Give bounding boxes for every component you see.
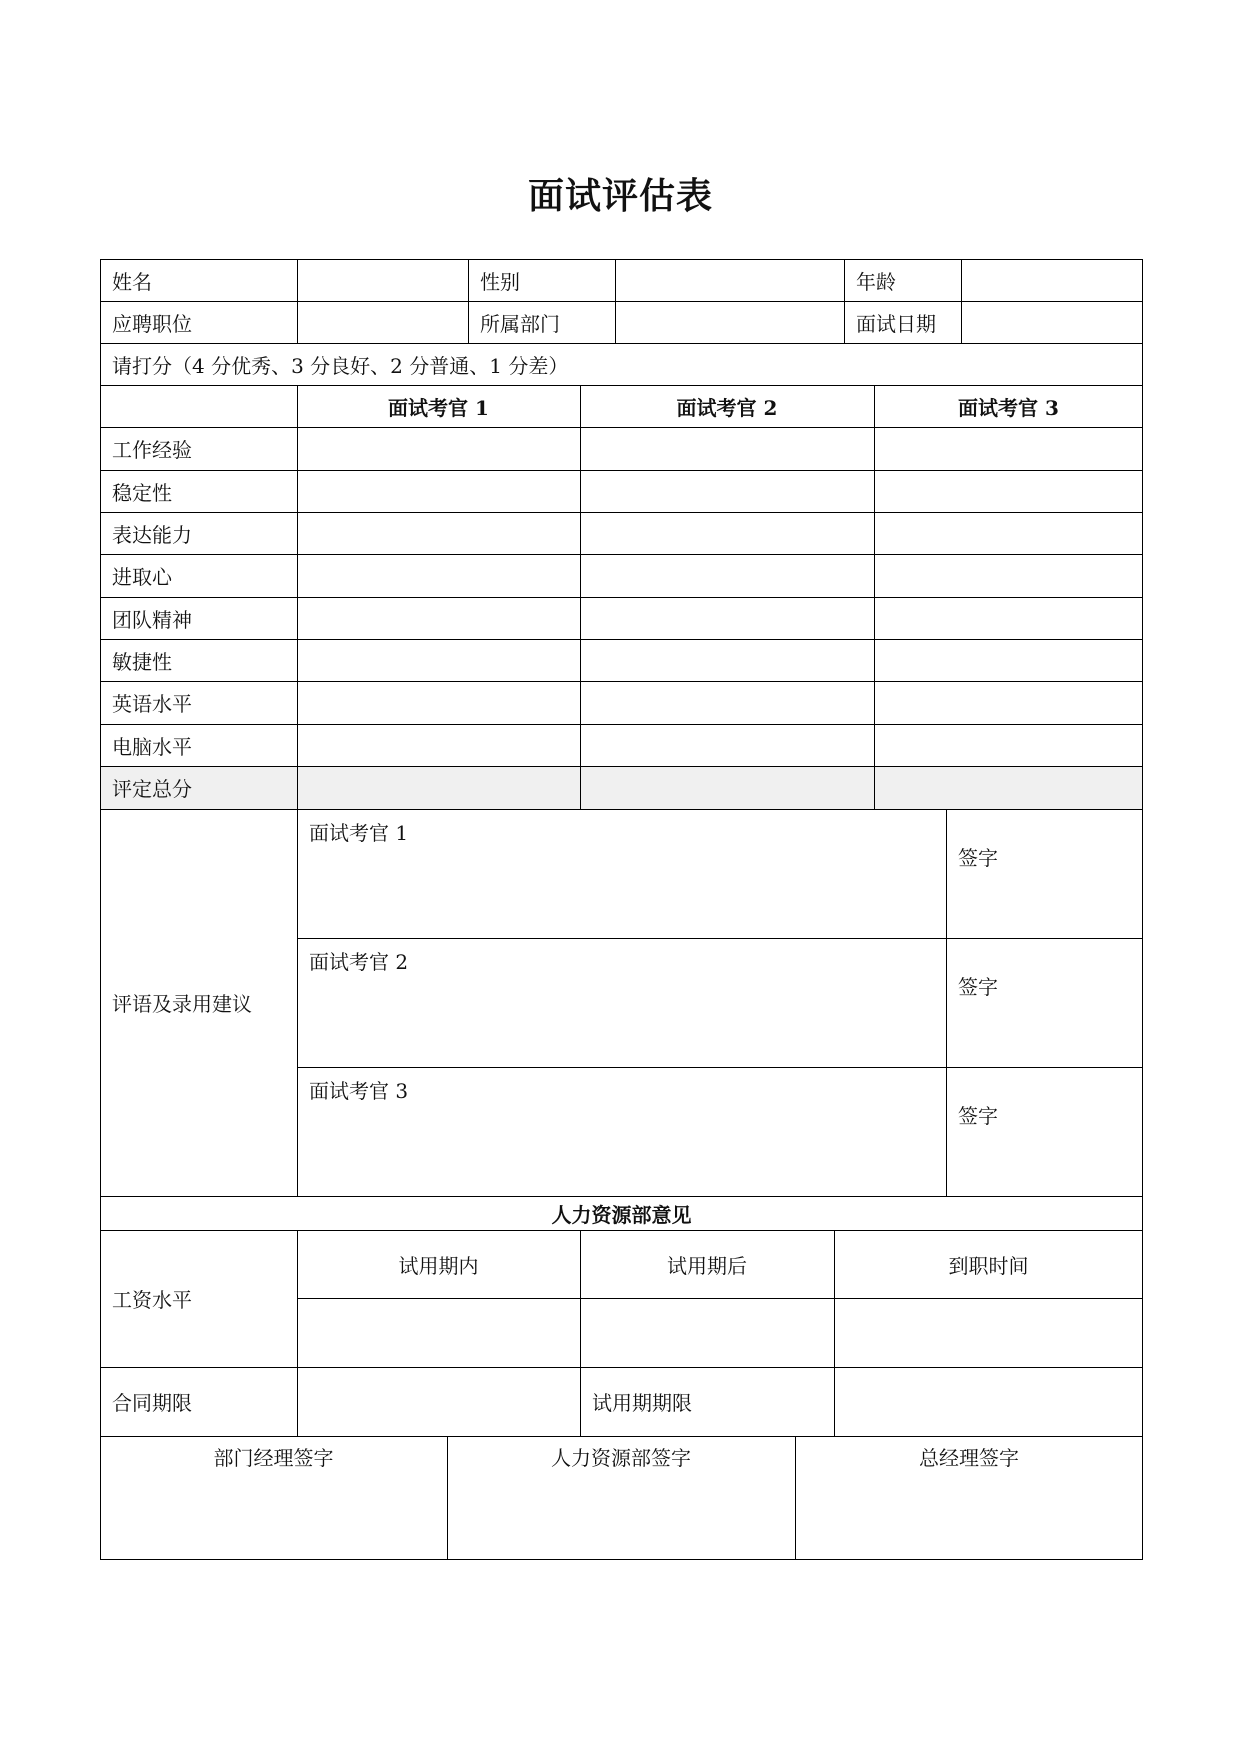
hr-signature-label: 人力资源部签字	[551, 1446, 691, 1470]
probation-after-salary-field[interactable]	[581, 1299, 834, 1367]
probation-during-label: 试用期内	[398, 1253, 479, 1278]
hr-opinion-header: 人力资源部意见	[551, 1202, 692, 1227]
signature-label-3: 签字	[958, 1104, 998, 1128]
criterion-agility: 敏捷性	[112, 649, 172, 674]
total-score-label: 评定总分	[112, 777, 192, 801]
gender-label: 性别	[480, 269, 520, 294]
criterion-expression: 表达能力	[112, 522, 192, 547]
signature-label-1: 签字	[958, 846, 998, 870]
name-label: 姓名	[112, 269, 152, 294]
comment-interviewer-1-label: 面试考官 1	[309, 821, 409, 845]
age-label: 年龄	[856, 269, 896, 294]
criterion-teamwork: 团队精神	[112, 607, 192, 632]
position-label: 应聘职位	[112, 311, 192, 336]
interview-date-label: 面试日期	[856, 311, 936, 336]
comment-interviewer-2-label: 面试考官 2	[309, 950, 409, 974]
signature-label-2: 签字	[958, 975, 998, 999]
position-field[interactable]	[298, 302, 468, 343]
probation-during-salary-field[interactable]	[298, 1299, 580, 1367]
contract-term-field[interactable]	[298, 1368, 580, 1436]
criterion-stability: 稳定性	[112, 480, 172, 505]
onboard-time-field[interactable]	[835, 1299, 1142, 1367]
dept-manager-signature-label: 部门经理签字	[213, 1446, 334, 1470]
scoring-instruction: 请打分（4 分优秀、3 分良好、2 分普通、1 分差）	[112, 353, 569, 378]
probation-term-field[interactable]	[835, 1368, 1142, 1436]
department-field[interactable]	[616, 302, 844, 343]
salary-level-label: 工资水平	[112, 1288, 192, 1312]
name-field[interactable]	[298, 260, 468, 301]
gender-field[interactable]	[616, 260, 844, 301]
age-field[interactable]	[962, 260, 1142, 301]
gm-signature-label: 总经理签字	[919, 1446, 1019, 1470]
interviewer-1-header: 面试考官 1	[388, 395, 489, 420]
interview-date-field[interactable]	[962, 302, 1142, 343]
criterion-computer: 电脑水平	[112, 734, 192, 759]
score-cell[interactable]	[875, 428, 1142, 470]
score-cell[interactable]	[581, 428, 874, 470]
criterion-ambition: 进取心	[112, 565, 172, 589]
department-label: 所属部门	[480, 311, 560, 336]
comment-interviewer-3-label: 面试考官 3	[309, 1079, 409, 1103]
interviewer-2-header: 面试考官 2	[676, 395, 778, 420]
probation-term-label: 试用期期限	[592, 1391, 692, 1415]
criterion-english: 英语水平	[112, 692, 192, 716]
interviewer-3-header: 面试考官 3	[958, 395, 1059, 420]
page-title: 面试评估表	[527, 175, 713, 217]
contract-term-label: 合同期限	[112, 1391, 192, 1415]
score-cell[interactable]	[298, 428, 580, 470]
probation-after-label: 试用期后	[667, 1253, 747, 1278]
criterion-work-experience: 工作经验	[112, 438, 192, 462]
onboard-time-label: 到职时间	[948, 1253, 1029, 1278]
comments-section-label: 评语及录用建议	[112, 992, 252, 1016]
